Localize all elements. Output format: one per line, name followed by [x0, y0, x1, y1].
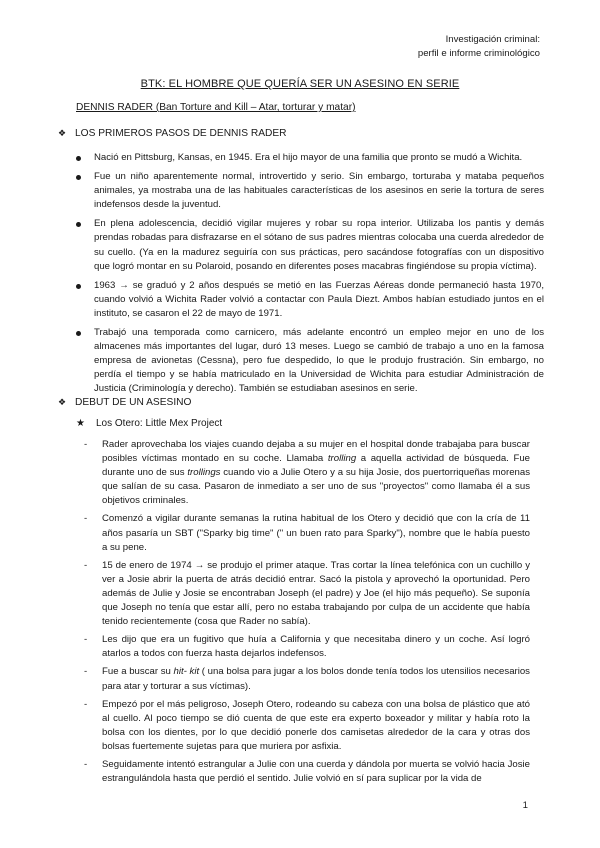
dash-bullet-icon: - [84, 634, 88, 646]
bullet-dot-icon [76, 175, 81, 180]
list-item [74, 217, 544, 273]
star-bullet-icon: ★ [76, 418, 85, 429]
bullet-dot-icon [76, 331, 81, 336]
list-item [82, 698, 530, 754]
italic-term: trolling [327, 453, 357, 465]
list-item-text: Comenzó a vigilar durante semanas la rutina habitual de los Otero y decidió que con la cría de 11 años pasaría un SBT ("Sparky big time" (" un buen rato para Sparky"), nombre que le había puesto a su pene. [102, 513, 530, 553]
list-item [82, 438, 530, 508]
dash-bullet-icon: - [84, 513, 88, 525]
dash-bullet-icon: - [84, 559, 88, 571]
text-run: ( una bolsa para jugar a los bolos donde tenía todos los utensilios necesarios para atar y torturar a sus víctimas). [102, 666, 530, 692]
list-item-text: Nació en Pittsburg, Kansas, en 1945. Era el hijo mayor de una familia que pronto se mudó a Wichita. [94, 152, 523, 163]
section-heading-text: DEBUT DE UN ASESINO [75, 397, 192, 408]
page-header [418, 33, 540, 61]
sub-heading-text: Los Otero: Little Mex Project [96, 418, 223, 429]
list-item [82, 633, 530, 661]
list-item [74, 279, 544, 321]
section-heading-1 [58, 128, 287, 139]
text-run: cuando vio a Julie Otero y a su hija Josie, dos puertorriqueñas morenas que salían de su casa. Pasaron de inmediato a ser uno de sus "proyectos" como llamaba él a sus objetivos criminales. [102, 467, 531, 507]
list-item [82, 559, 530, 629]
italic-term: hit- kit [173, 666, 200, 678]
text-run: Rader aprovechaba los viajes cuando dejaba a su mujer en el hospital donde trabajaba para buscar posibles víctimas montado en su coche. Llamaba [102, 439, 530, 465]
section-heading-2 [58, 397, 191, 408]
dash-bullet-icon: - [84, 439, 88, 450]
list-item-text: 1963 → se graduó y 2 años después se metió en las Fuerzas Aéreas donde permaneció hasta 1970, cuando volvió a Wichita Rader volvió a contactar con Paula Diezt. Ambos habían estudiado juntos en el instituto, se casaron el 22 de mayo de 1971. [94, 279, 544, 319]
bullet-list [74, 151, 544, 402]
bullet-dot-icon [76, 284, 81, 289]
text-run: Fue a buscar su [102, 666, 174, 678]
list-item-text: Les dijo que era un fugitivo que huía a California y que necesitaba dinero y un coche. Así logró atarlos a todos con fuerza hasta dejarlos indefensos. [102, 634, 530, 660]
list-item-text: Trabajó una temporada como carnicero, más adelante encontró un empleo mejor en uno de los almacenes más importantes del lugar, duró 13 meses. Luego se cambió de trabajo a uno en la famosa empresa de avionetas (Cessna), pero fue despedido, lo que le produjo frustración. Sin embargo, no perdía el tiempo y se había matriculado en la Universidad de Wichita para estudiar Administración de Justicia (Criminología y derecho). También se estudiaban asesinos en serie. [94, 327, 544, 395]
page-number: 1 [522, 800, 528, 811]
bullet-dot-icon [76, 156, 81, 161]
sub-heading [76, 418, 222, 429]
list-item [74, 170, 544, 212]
italic-term: trollings [187, 467, 221, 479]
header-line-2: perfil e informe criminológico [417, 48, 540, 59]
list-item [82, 512, 530, 554]
text-run: a aquella actividad de búsqueda. Fue durante uno de sus [102, 453, 530, 479]
document-title: BTK: EL HOMBRE QUE QUERÍA SER UN ASESINO EN SERIE [140, 78, 460, 90]
list-item [74, 326, 544, 396]
list-item-text: 15 de enero de 1974 → se produjo el primer ataque. Tras cortar la línea telefónica con un cuchillo y ver a Josie abrir la puerta de atrás decidió entrar. Sacó la pistola y aprovechó la oportunidad. Pero además de Julie y Josie se encontraban Joseph (el padre) y Joe (el hijo más pequeño). Se suponía que Joseph no tenía que estar allí, pero no estaba trabajando por culpa de un accidente que había tenido recientemente (cosa que Rader no sabía). [102, 559, 530, 628]
list-item [74, 151, 544, 165]
dash-bullet-icon: - [84, 666, 88, 678]
diamond-bullet-icon: ❖ [58, 397, 67, 407]
list-item-text: En plena adolescencia, decidió vigilar mujeres y robar su ropa interior. Utilizaba los pantis y demás prendas robadas para disfrazarse en el sótano de sus padres mientras colocaba una cuerda alrededor de su cuello. (Ya en la madurez seguiría con sus prácticas, pero sacándose fotografías con un dispositivo que logró montar en su Polaroid, posando en diferentes poses macabras fingiéndose su propia víctima). [94, 218, 544, 272]
section-heading-text: LOS PRIMEROS PASOS DE DENNIS RADER [75, 128, 287, 139]
diamond-bullet-icon: ❖ [58, 128, 67, 138]
header-line-1: Investigación criminal: [445, 34, 540, 45]
list-item [82, 665, 530, 693]
list-item [82, 758, 530, 786]
list-item-text: Empezó por el más peligroso, Joseph Otero, rodeando su cabeza con una bolsa de plástico que ató al cuello. Al poco tiempo se dió cuenta de que este era experto boxeador y militar y había roto la bolsa con los dientes, por lo que decidió ponerle dos camisetas alrededor de la cara y otras dos bolsas fuertemente sujetas para que muriera por asfixia. [102, 698, 530, 752]
list-item-text: Seguidamente intentó estrangular a Julie con una cuerda y dándola por muerta se volvió hacia Josie estrangulándola hasta que perdió el sentido. Julie volvió en sí para suplicar por la vida de [102, 758, 530, 785]
list-item-text: Fue un niño aparentemente normal, introvertido y serio. Sin embargo, torturaba y mataba pequeños animales, ya mostraba una de las habituales características de los asesinos en serie la tortura de seres indefensos desde la juventud. [94, 171, 544, 211]
document-subtitle: DENNIS RADER (Ban Torture and Kill – Atar, torturar y matar) [76, 102, 356, 113]
dash-bullet-icon: - [84, 698, 88, 710]
dash-bullet-icon: - [84, 758, 88, 770]
bullet-dot-icon [76, 222, 81, 227]
dash-list [82, 438, 530, 790]
